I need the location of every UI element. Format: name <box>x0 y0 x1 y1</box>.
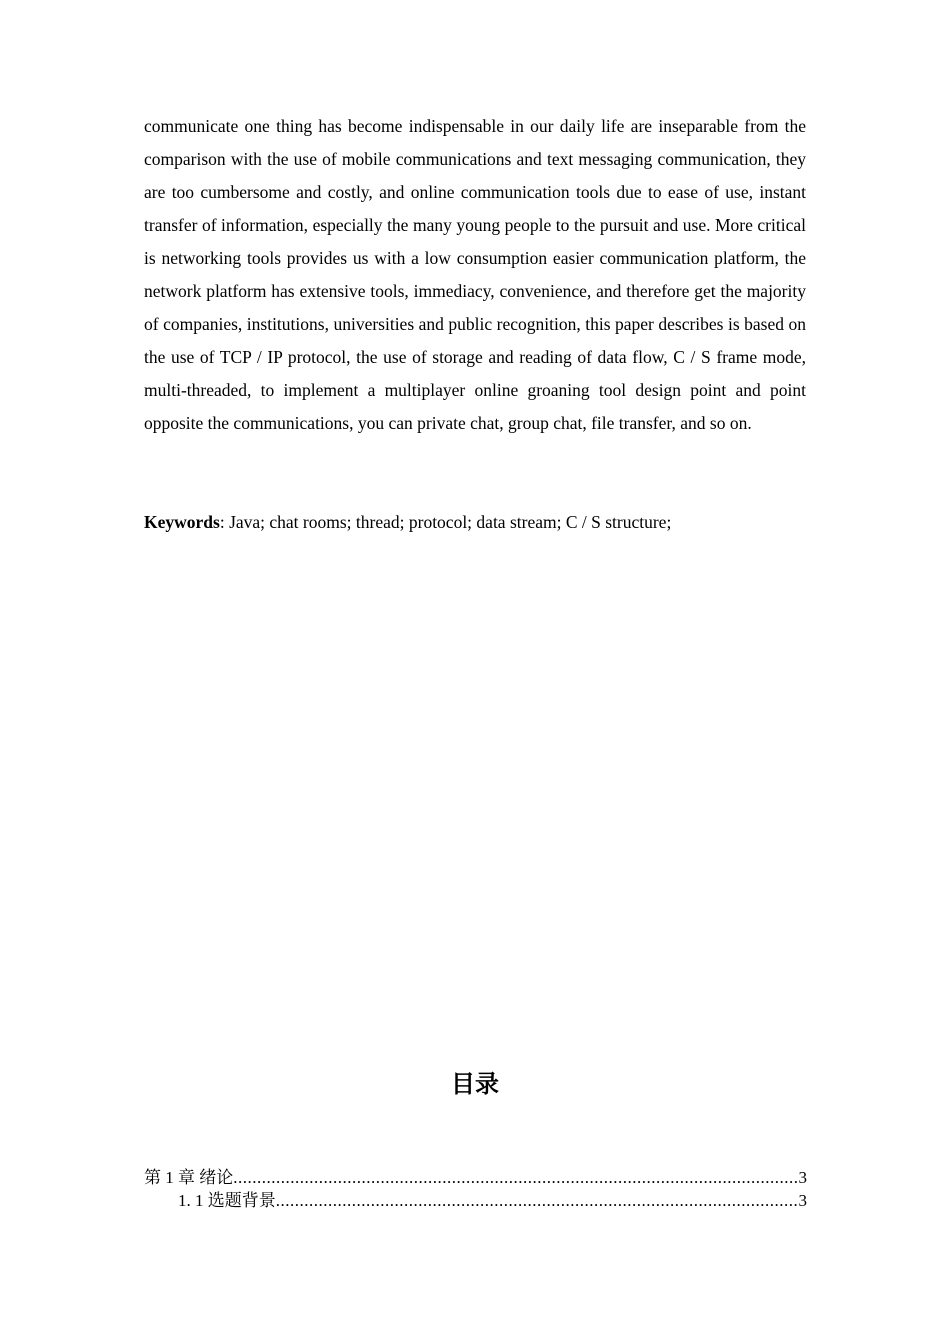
abstract-paragraph: communicate one thing has become indispensable in our daily life are inseparable from the comparison with the use of mobile communications and text messaging communication, they are too cumbersome and costly, and online communication tools due to ease of use, instant transfer of information, especially the many young people to the pursuit and use. More critical is networking tools provides us with a low consumption easier communication platform, the network platform has extensive tools, immediacy, convenience, and therefore get the majority of companies, institutions, universities and public recognition, this paper describes is based on the use of TCP / IP protocol, the use of storage and reading of data flow, C / S frame mode, multi-threaded, to implement a multiplayer online groaning tool design point and point opposite the communications, you can private chat, group chat, file transfer, and so on. <box>144 116 806 433</box>
toc-entry-section-1-1[interactable] <box>178 1189 807 1213</box>
toc-entry-label: 1. 1 选题背景 <box>178 1191 276 1210</box>
toc-page-number: 3 <box>798 1191 807 1210</box>
keywords-line <box>144 506 806 539</box>
toc-entry-label: 第 1 章 绪论 <box>144 1168 234 1187</box>
keywords-text: : Java; chat rooms; thread; protocol; data stream; C / S structure; <box>219 512 672 532</box>
toc-page-number: 3 <box>798 1168 807 1187</box>
toc-title: 目录 <box>451 1070 499 1098</box>
toc-entry-chapter-1[interactable] <box>144 1166 807 1190</box>
abstract-body <box>144 110 806 440</box>
toc-leader-dots <box>233 1166 798 1190</box>
toc-leader-dots <box>276 1189 799 1213</box>
keywords-label: Keywords <box>144 512 220 532</box>
